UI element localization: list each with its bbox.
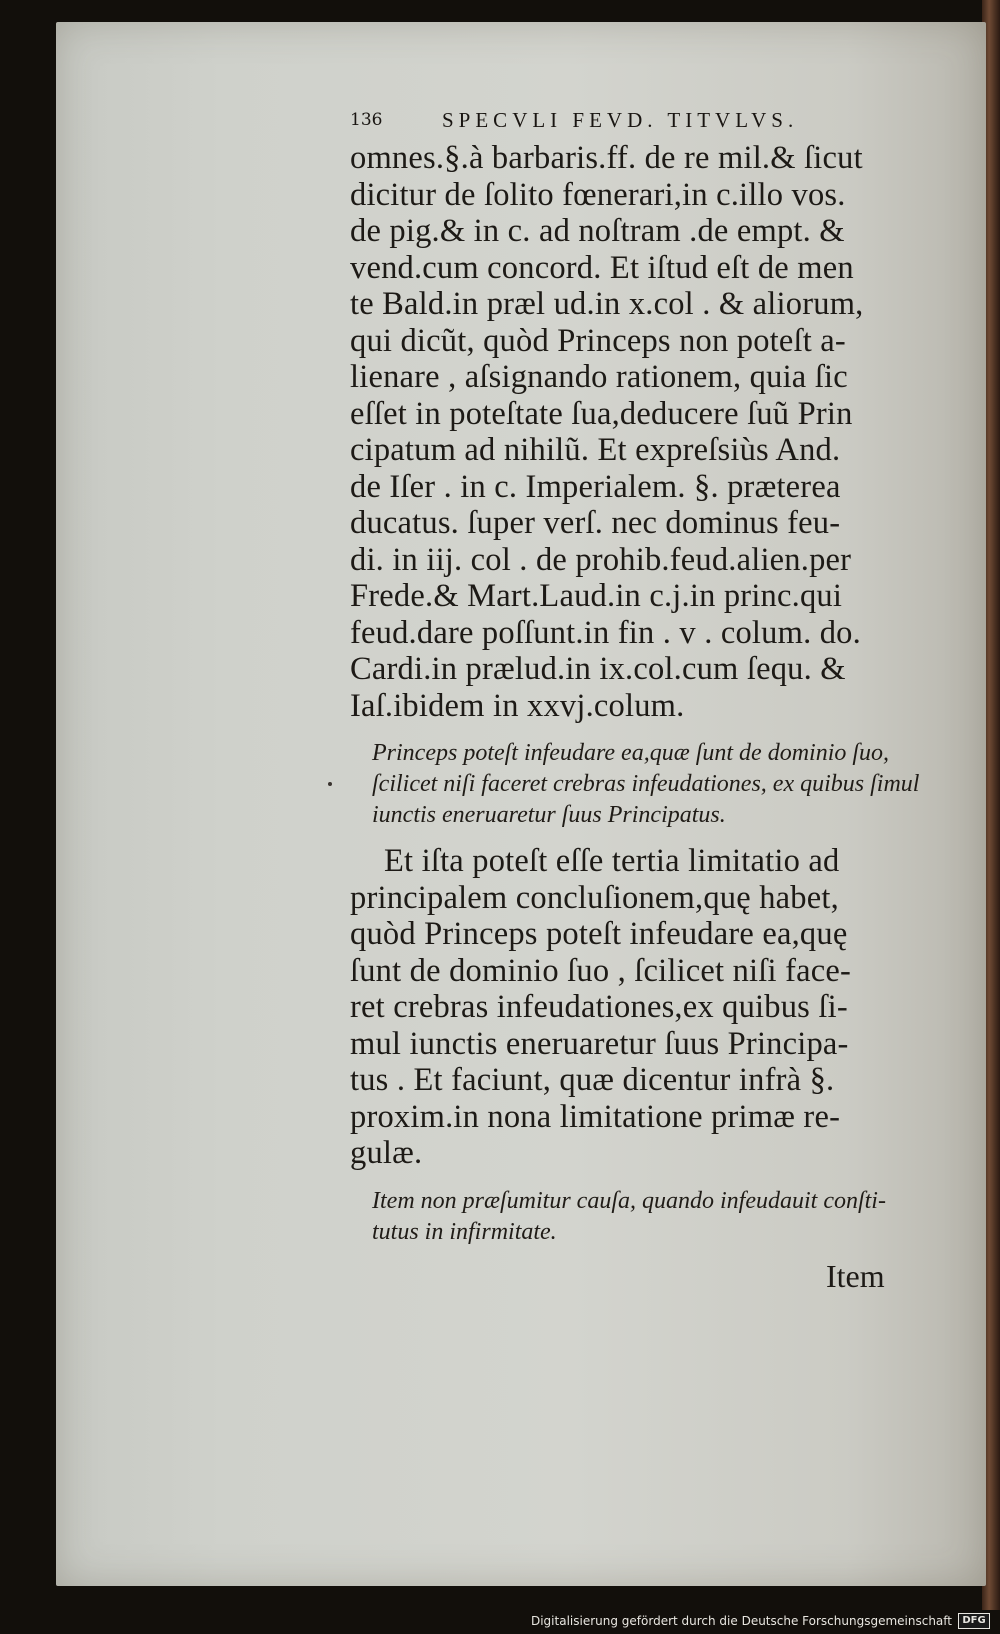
text-line: quòd Princeps poteſt infeudare ea,quę — [350, 916, 848, 952]
gloss-line: ſcilicet niſi faceret crebras infeudationes, ex quibus ſimul — [372, 771, 920, 797]
spacer — [350, 1172, 910, 1186]
text-line: Iaſ.ibidem in xxvj.colum. — [350, 687, 685, 724]
text-line: proxim.in nona limitatione primæ re- — [350, 1098, 841, 1135]
text-line: de pig.& in c. ad noſtram .de empt. & — [350, 213, 845, 249]
running-title: SPECVLI FEVD. TITVLVS. — [442, 108, 799, 132]
gloss-line: iunctis eneruaretur ſuus Principatus. — [372, 802, 726, 828]
text-line: feud.dare poſſunt.in fin . v . colum. do. — [350, 614, 861, 651]
gloss-line: Princeps poteſt infeudare ea,quæ ſunt de dominio ſuo, — [372, 740, 890, 766]
main-text — [350, 140, 920, 1248]
gloss-summary-1 — [350, 738, 920, 831]
text-line: dicitur de ſolito fœnerari,in c.illo vos. — [350, 176, 846, 213]
text-line: Cardi.in prælud.in ix.col.cum ſequ. & — [350, 651, 846, 687]
digitization-footer — [531, 1612, 990, 1630]
paragraph-1 — [350, 140, 910, 724]
text-line: lienare , aſsignando rationem, quia ſic — [350, 359, 848, 395]
text-line: qui dicũt, quòd Princeps non poteſt a- — [350, 322, 846, 359]
text-line: te Bald.in præl ud.in x.col . & aliorum, — [350, 286, 864, 322]
text-line: de Iſer . in c. Imperialem. §. præterea — [350, 468, 841, 505]
text-line: cipatum ad nihilũ. Et expreſsiùs And. — [350, 432, 841, 468]
text-line: ſunt de dominio ſuo , ſcilicet niſi face- — [350, 952, 851, 989]
gloss-line: tutus in infirmitate. — [372, 1218, 557, 1245]
dfg-logo-icon: DFG — [958, 1613, 990, 1629]
running-head — [350, 108, 870, 134]
text-line: gulæ. — [350, 1135, 423, 1171]
text-line: principalem concluſionem,quę habet, — [350, 879, 839, 916]
page-number: 136 — [350, 110, 383, 130]
text-line: ret crebras infeudationes,ex quibus ſi- — [350, 989, 848, 1025]
text-line: di. in iij. col . de prohib.feud.alien.per — [350, 541, 852, 578]
text-line: Frede.& Mart.Laud.in c.j.in princ.qui — [350, 578, 843, 614]
footer-credit: Digitalisierung gefördert durch die Deutsche Forschungsgemeinschaft — [530, 1614, 952, 1628]
text-line: tus . Et faciunt, quæ dicentur infrà §. — [350, 1062, 835, 1098]
margin-mark — [328, 782, 332, 786]
text-line: omnes.§.à barbaris.ff. de re mil.& ſicut — [350, 140, 863, 176]
spacer — [350, 831, 910, 843]
text-line: eſſet in poteſtate ſua,deducere ſuũ Prin — [350, 395, 853, 432]
text-line: Et iſta poteſt eſſe tertia limitatio ad — [384, 843, 840, 879]
spacer — [350, 724, 910, 738]
text-line: vend.cum concord. Et iſtud eſt de men — [350, 249, 854, 286]
gloss-summary-2 — [350, 1186, 910, 1248]
text-line: ducatus. ſuper verſ. nec dominus feu- — [350, 505, 841, 541]
paragraph-2 — [350, 843, 910, 1172]
text-line: mul iunctis eneruaretur ſuus Principa- — [350, 1025, 849, 1062]
gloss-line: Item non præſumitur cauſa, quando infeudauit conſti- — [372, 1187, 886, 1214]
catchword: Item — [826, 1258, 885, 1294]
